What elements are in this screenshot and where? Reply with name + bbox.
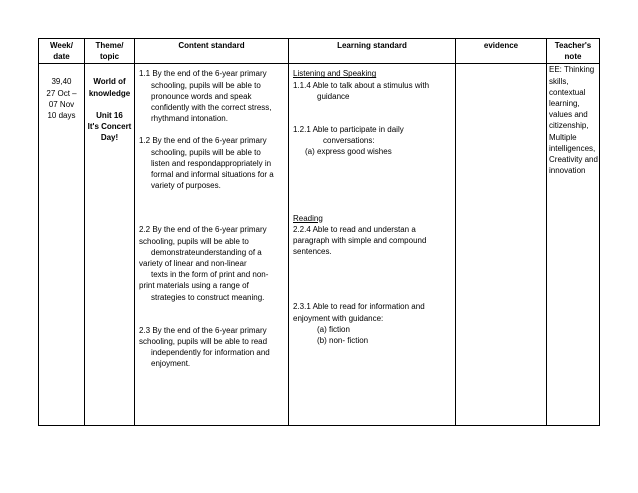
- header-week-date: Week/ date: [39, 39, 85, 64]
- learning-standard-1-2-1: 1.2.1 Able to participate in daily conversations: (a) express good wishes: [293, 125, 404, 157]
- teachers-note-cell: EE: Thinking skills, contextual learning, values and citizenship, Multiple intelligences, Creativity and innovation: [547, 64, 600, 426]
- evidence-cell: [456, 64, 547, 426]
- duration: 10 days: [47, 111, 76, 121]
- header-content-standard: Content standard: [135, 39, 289, 64]
- theme-line: World of: [93, 77, 126, 87]
- unit-title: Day!: [100, 133, 119, 143]
- unit-title: It's Concert: [87, 122, 132, 132]
- header-evidence: evidence: [456, 39, 547, 64]
- header-theme-topic: Theme/ topic: [85, 39, 135, 64]
- learning-standard-2-3-1: 2.3.1 Able to read for information and enjoyment with guidance: (a) fiction (b) non- fiction: [293, 302, 425, 346]
- section-heading-reading: Reading: [293, 213, 323, 223]
- week-date-cell: [39, 64, 85, 426]
- theme-line: knowledge: [88, 88, 131, 98]
- header-learning-standard: Learning standard: [289, 39, 456, 64]
- learning-standard-cell: [289, 64, 456, 426]
- header-row: [39, 39, 600, 64]
- lesson-plan-table: [38, 38, 600, 426]
- header-teachers-note: Teacher's note: [547, 39, 600, 64]
- content-standard-2-2: 2.2 By the end of the 6-year primary schooling, pupils will be able to demonstrateunderstanding of a variety of linear and non-linear texts in the form of print and non- print materials using a range of strategies to construct meaning.: [139, 225, 269, 302]
- content-standard-1-1: 1.1 By the end of the 6-year primary schooling, pupils will be able to pronounce words and speak confidently with the correct stress, rhythmand intonation.: [139, 69, 272, 124]
- theme-topic-cell: [85, 64, 135, 426]
- week-numbers: 39,40: [51, 77, 72, 87]
- date-range-start: 27 Oct –: [46, 88, 77, 98]
- section-heading-listening-speaking: Listening and Speaking: [293, 69, 377, 79]
- content-standard-cell: [135, 64, 289, 426]
- content-standard-2-3: 2.3 By the end of the 6-year primary schooling, pupils will be able to read independently for information and enjoyment.: [139, 325, 270, 369]
- learning-standard-2-2-4: 2.2.4 Able to read and understan a paragraph with simple and compound sentences.: [293, 224, 427, 257]
- unit-number: Unit 16: [96, 110, 123, 120]
- learning-standard-1-1-4: 1.1.4 Able to talk about a stimulus with guidance: [293, 80, 430, 101]
- lesson-row: [39, 64, 600, 426]
- date-range-end: 07 Nov: [48, 99, 75, 109]
- content-standard-1-2: 1.2 By the end of the 6-year primary schooling, pupils will be able to listen and respondappropriately in formal and informal situations for a variety of purposes.: [139, 136, 274, 191]
